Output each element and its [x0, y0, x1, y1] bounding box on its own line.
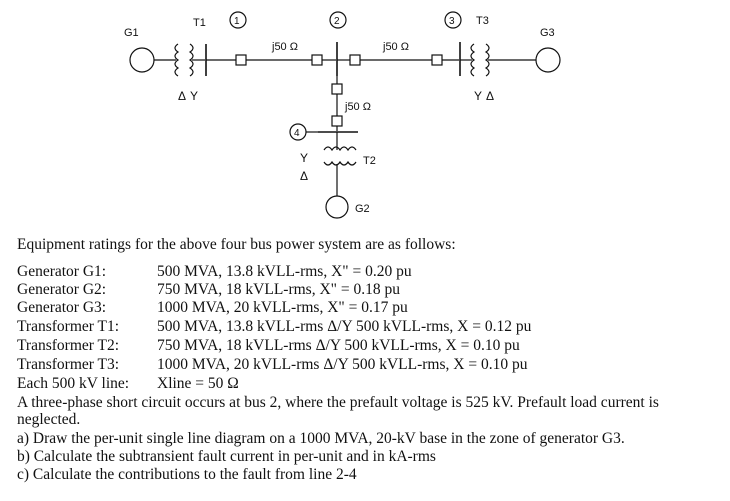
bus-4-number: 4: [294, 128, 300, 139]
xfmr-t2-label: T2: [363, 155, 376, 167]
t3-winding-delta: Δ: [486, 89, 495, 103]
gen-g2-label: G2: [355, 203, 370, 215]
generator-g1-circle: [130, 48, 154, 72]
transformer-t2-primary: [324, 147, 356, 150]
line-1-2-impedance: j50 Ω: [272, 41, 298, 53]
line-2-3-impedance: j50 Ω: [383, 41, 409, 53]
rating-value: Xline = 50 Ω: [157, 375, 239, 392]
rating-value: 1000 MVA, 20 kVLL-rms, X" = 0.17 pu: [157, 299, 408, 316]
gen-g3-label: G3: [540, 27, 555, 39]
t1-winding-delta: Δ: [178, 89, 187, 103]
xfmr-t1-label: T1: [193, 17, 206, 29]
bus-2-number: 2: [334, 16, 340, 27]
intro-text: Equipment ratings for the above four bus power system are as follows:: [17, 236, 456, 253]
rating-label: Generator G1:: [17, 263, 107, 280]
rating-label: Transformer T3:: [17, 356, 120, 373]
question-c: c) Calculate the contributions to the fault from line 2-4: [17, 466, 357, 483]
t2-winding-wye: Y: [300, 151, 309, 165]
breaker: [350, 55, 360, 65]
bus-3-number: 3: [449, 16, 455, 27]
generator-g2-circle: [326, 196, 348, 218]
rating-value: 1000 MVA, 20 kVLL-rms Δ/Y 500 kVLL-rms, X = 0.10 pu: [157, 356, 528, 373]
one-line-diagram: [0, 0, 730, 230]
t1-winding-wye: Y: [190, 89, 199, 103]
rating-label: Transformer T2:: [17, 337, 120, 354]
breaker: [312, 55, 322, 65]
question-a: a) Draw the per-unit single line diagram on a 1000 MVA, 20-kV base in the zone of generator G3.: [17, 430, 625, 447]
breaker: [432, 55, 442, 65]
breaker: [332, 116, 342, 126]
breaker: [236, 55, 246, 65]
generator-g3-circle: [536, 48, 560, 72]
rating-label: Generator G3:: [17, 299, 107, 316]
rating-value: 500 MVA, 13.8 kVLL-rms, X" = 0.20 pu: [157, 263, 412, 280]
line-2-4-impedance: j50 Ω: [345, 101, 371, 113]
problem-statement: A three-phase short circuit occurs at bus 2, where the prefault voltage is 525 kV. Prefault load current is neglected.: [17, 394, 659, 428]
t2-winding-delta: Δ: [300, 169, 309, 183]
rating-value: 750 MVA, 18 kVLL-rms Δ/Y 500 kVLL-rms, X = 0.10 pu: [157, 337, 520, 354]
t3-winding-wye: Y: [474, 89, 483, 103]
rating-value: 750 MVA, 18 kVLL-rms, X" = 0.18 pu: [157, 281, 400, 298]
xfmr-t3-label: T3: [476, 15, 489, 27]
question-b: b) Calculate the subtransient fault current in per-unit and in kA-rms: [17, 448, 436, 465]
rating-label: Transformer T1:: [17, 318, 120, 335]
gen-g1-label: G1: [124, 27, 139, 39]
transformer-t2-secondary: [324, 162, 356, 165]
rating-label: Generator G2:: [17, 281, 107, 298]
rating-label: Each 500 kV line:: [17, 375, 130, 392]
bus-1-number: 1: [234, 16, 240, 27]
rating-value: 500 MVA, 13.8 kVLL-rms Δ/Y 500 kVLL-rms, X = 0.12 pu: [157, 318, 532, 335]
breaker: [332, 84, 342, 94]
